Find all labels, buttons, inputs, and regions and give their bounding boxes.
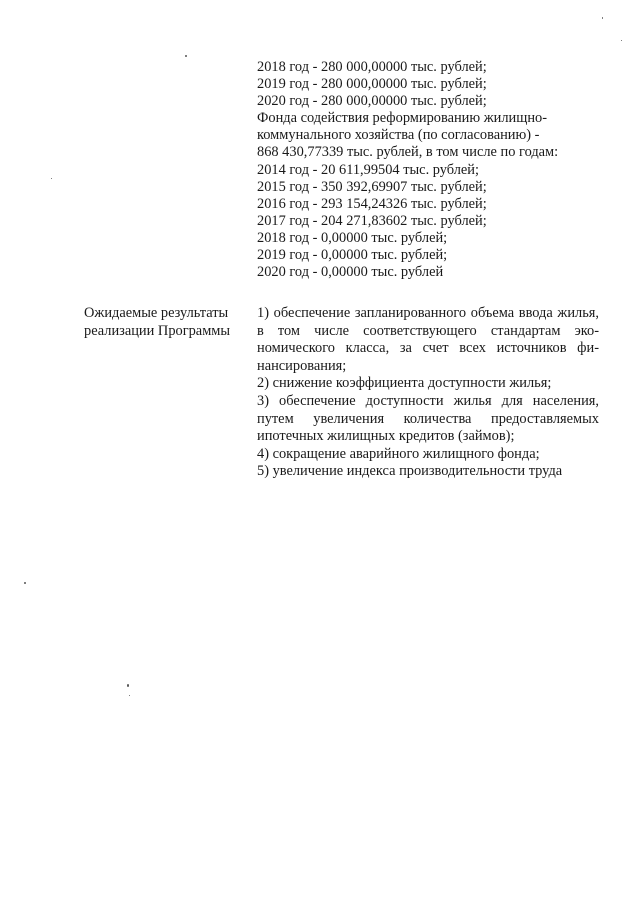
result-item: 4) сокращение аварийного жилищного фонда; xyxy=(257,445,540,462)
finance-line: 2014 год - 20 611,99504 тыс. рублей; xyxy=(257,161,480,178)
result-item: 1) обеспечение запланированного объема ввода жилья, в том числе соответствующего стандартам экономического класса, за счет всех источников финансирования; xyxy=(257,305,599,374)
result-item: 2) снижение коэффициента доступности жилья; xyxy=(257,375,552,392)
finance-line: 2017 год - 204 271,83602 тыс. рублей; xyxy=(257,212,487,229)
label-line: реализации Программы xyxy=(84,322,231,339)
finance-line: 2019 год - 0,00000 тыс. рублей; xyxy=(257,247,448,264)
finance-line: коммунального хозяйства (по согласованию) - xyxy=(257,127,540,144)
finance-line: 2018 год - 0,00000 тыс. рублей; xyxy=(257,229,448,246)
finance-line: 868 430,77339 тыс. рублей, в том числе по годам: xyxy=(257,144,559,161)
finance-line: 2015 год - 350 392,69907 тыс. рублей; xyxy=(257,178,487,195)
finance-line: Фонда содействия реформированию жилищно- xyxy=(257,110,548,127)
scan-speck xyxy=(51,178,52,179)
scan-speck xyxy=(621,40,622,41)
scan-speck xyxy=(185,55,187,57)
finance-line: 2020 год - 280 000,00000 тыс. рублей; xyxy=(257,93,487,110)
result-item: 3) обеспечение доступности жилья для населения, путем увеличения количества предоставляемых ипотечных жилищных кредитов (займов); xyxy=(257,392,599,445)
finance-line: 2016 год - 293 154,24326 тыс. рублей; xyxy=(257,195,487,212)
scan-speck xyxy=(602,17,603,19)
finance-line: 2018 год - 280 000,00000 тыс. рублей; xyxy=(257,59,487,75)
financing-continuation xyxy=(257,59,602,281)
finance-line: 2019 год - 280 000,00000 тыс. рублей; xyxy=(257,76,487,93)
scan-speck xyxy=(129,695,130,696)
scan-speck xyxy=(24,582,26,584)
result-item: 5) увеличение индекса производительности труда xyxy=(257,463,563,480)
label-line: Ожидаемые результаты xyxy=(84,305,229,321)
expected-results-list xyxy=(257,305,599,481)
expected-results-label xyxy=(84,305,252,340)
finance-line: 2020 год - 0,00000 тыс. рублей xyxy=(257,264,444,281)
scan-speck xyxy=(127,684,129,687)
